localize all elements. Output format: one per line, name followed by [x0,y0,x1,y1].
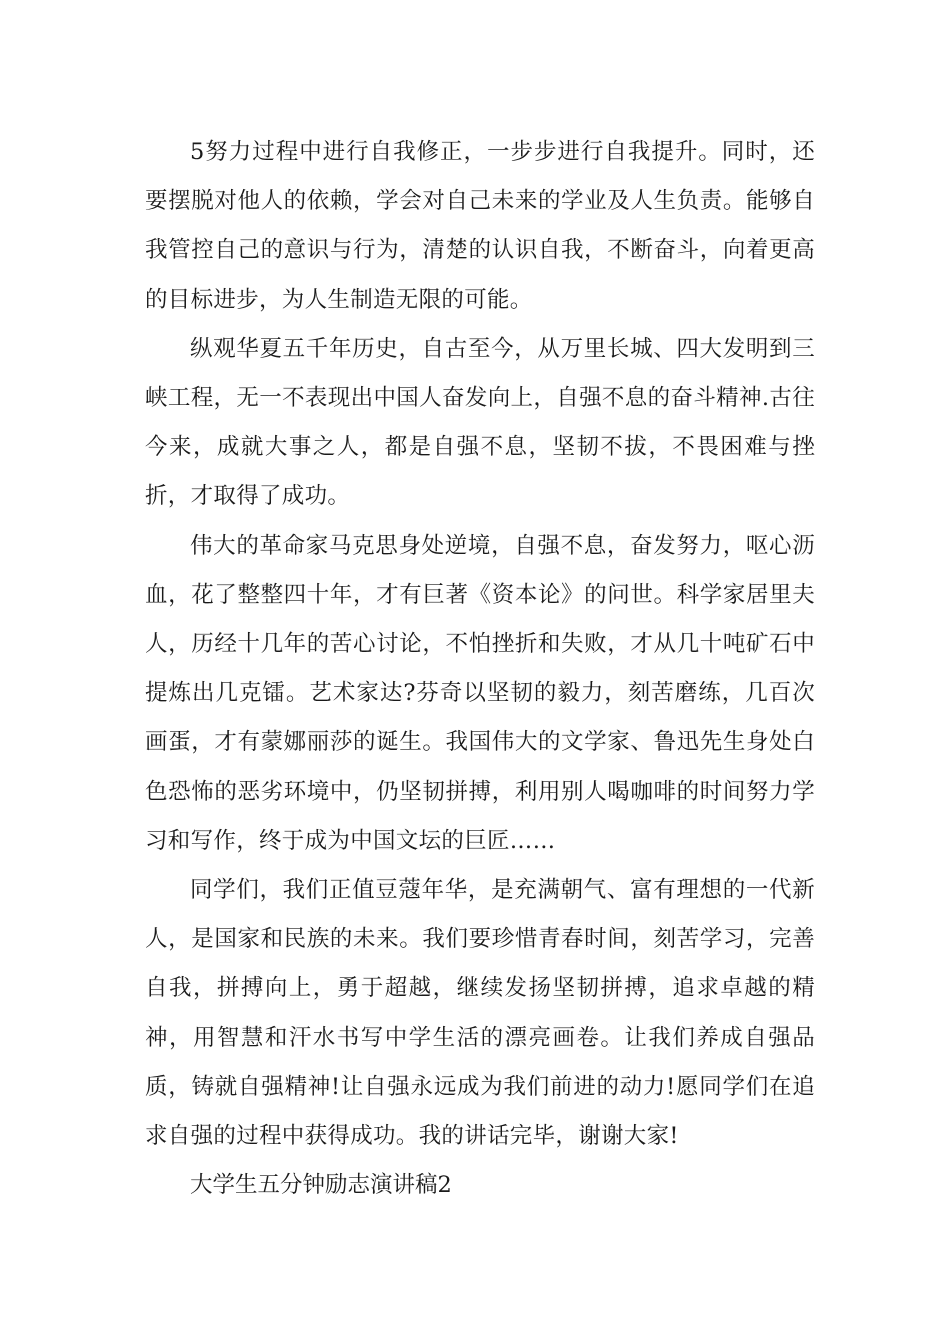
document-body [145,128,815,1210]
paragraph-2: 纵观华夏五千年历史，自古至今，从万里长城、四大发明到三峡工程，无一不表现出中国人奋发向上，自强不息的奋斗精神.古往今来，成就大事之人，都是自强不息，坚韧不拔，不畏困难与挫折，才取得了成功。 [145,335,815,510]
paragraph-1: 5努力过程中进行自我修正，一步步进行自我提升。同时，还要摆脱对他人的依赖，学会对自己未来的学业及人生负责。能够自我管控自己的意识与行为，清楚的认识自我，不断奋斗，向着更高的目标进步，为人生制造无限的可能。 [145,139,815,313]
paragraph-4: 同学们，我们正值豆蔻年华，是充满朝气、富有理想的一代新人，是国家和民族的未来。我们要珍惜青春时间，刻苦学习，完善自我，拼搏向上，勇于超越，继续发扬坚韧拼搏，追求卓越的精神，用智慧和汗水书写中学生活的漂亮画卷。让我们养成自强品质，铸就自强精神!让自强永远成为我们前进的动力!愿同学们在追求自强的过程中获得成功。我的讲话完毕，谢谢大家! [145,877,815,1150]
section-title: 大学生五分钟励志演讲稿2 [190,1172,452,1199]
paragraph-3: 伟大的革命家马克思身处逆境，自强不息，奋发努力，呕心沥血，花了整整四十年，才有巨著《资本论》的问世。科学家居里夫人，历经十几年的苦心讨论，不怕挫折和失败，才从几十吨矿石中提炼出几克镭。艺术家达?芬奇以坚韧的毅力，刻苦磨练，几百次画蛋，才有蒙娜丽莎的诞生。我国伟大的文学家、鲁迅先生身处白色恐怖的恶劣环境中，仍坚韧拼搏，利用别人喝咖啡的时间努力学习和写作，终于成为中国文坛的巨匠…… [145,532,815,854]
